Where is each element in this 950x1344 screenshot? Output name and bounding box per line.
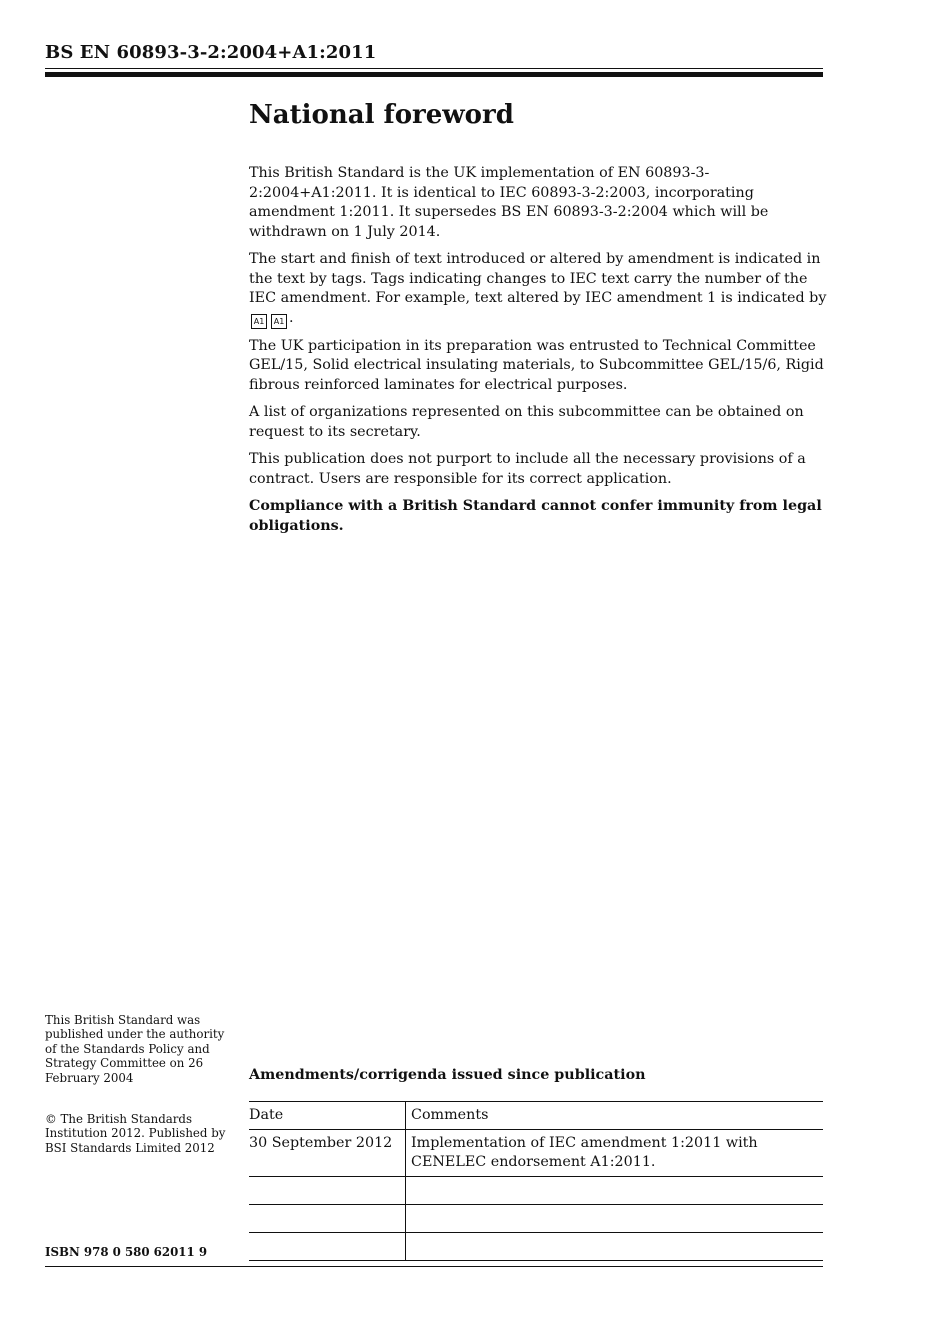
empty-cell: [249, 1205, 406, 1233]
amendment-start-tag-icon: A1: [251, 314, 267, 329]
table-row-empty: [249, 1177, 823, 1205]
header-rule-thick: [45, 72, 823, 77]
empty-cell: [406, 1177, 824, 1205]
amendments-heading: Amendments/corrigenda issued since publication: [249, 1067, 646, 1083]
foreword-paragraph-5: This publication does not purport to include all the necessary provisions of a contract. Users are responsible for its correct application.: [249, 451, 806, 487]
amendment-date: 30 September 2012: [249, 1130, 406, 1177]
foreword-paragraph-4: A list of organizations represented on this subcommittee can be obtained on request to its secretary.: [249, 404, 804, 440]
empty-cell: [249, 1233, 406, 1261]
table-row-empty: [249, 1233, 823, 1261]
amendment-end-tag-icon: A1: [271, 314, 287, 329]
page-title: National foreword: [249, 100, 514, 130]
column-header-comments: Comments: [406, 1102, 824, 1130]
footer-rule: [45, 1266, 823, 1267]
empty-cell: [406, 1205, 824, 1233]
column-header-date: Date: [249, 1102, 406, 1130]
isbn: ISBN 978 0 580 62011 9: [45, 1245, 208, 1259]
empty-cell: [249, 1177, 406, 1205]
table-row-empty: [249, 1205, 823, 1233]
foreword-paragraph-3: The UK participation in its preparation was entrusted to Technical Committee GEL/15, Solid electrical insulating materials, to Subcommittee GEL/15/6, Rigid fibrous reinforced laminates for electrical purposes.: [249, 337, 824, 393]
header-rule-thin: [45, 68, 823, 69]
empty-cell: [406, 1233, 824, 1261]
amendments-table: [249, 1101, 823, 1261]
table-row: [249, 1130, 823, 1177]
copyright-note: © The British Standards Institution 2012. Published by BSI Standards Limited 2012: [45, 1112, 226, 1155]
foreword-paragraph-2-end: .: [289, 309, 294, 326]
foreword-paragraph-2-text: The start and finish of text introduced or altered by amendment is indicated in the text by tags. Tags indicating changes to IEC text carry the number of the IEC amendment. For example, text altered by IEC amendment 1 is indicated by: [249, 251, 827, 306]
foreword-paragraph-2: [249, 250, 827, 329]
foreword-paragraph-1: This British Standard is the UK implementation of EN 60893-3-2:2004+A1:2011. It is identical to IEC 60893-3-2:2003, incorporating amendment 1:2011. It supersedes BS EN 60893-3-2:2004 which will be withdrawn on 1 July 2014.: [249, 165, 769, 240]
compliance-notice: Compliance with a British Standard cannot confer immunity from legal obligations.: [249, 498, 822, 534]
table-header-row: [249, 1102, 823, 1130]
document-code: BS EN 60893-3-2:2004+A1:2011: [45, 42, 377, 63]
foreword-body: [249, 164, 827, 544]
amendment-comment: Implementation of IEC amendment 1:2011 with CENELEC endorsement A1:2011.: [406, 1130, 824, 1177]
publication-authority-note: This British Standard was published under the authority of the Standards Policy and Strategy Committee on 26 February 2004: [45, 1013, 225, 1085]
